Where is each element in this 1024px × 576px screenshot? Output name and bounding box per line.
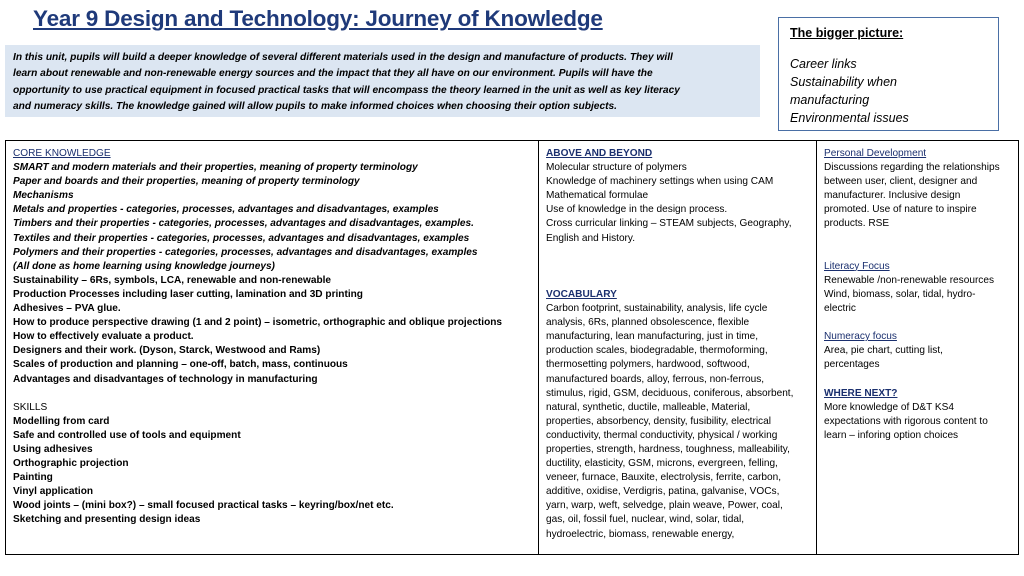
numeracy-line: Area, pie chart, cutting list, (824, 345, 943, 357)
skill-item: Orthographic projection (13, 458, 129, 470)
core-italic-line: Polymers and their properties - categories, processes, advantages and disadvantages, examples (13, 246, 478, 258)
core-bold-line: Adhesives – PVA glue. (13, 303, 121, 315)
core-italic-line: Mechanisms (13, 190, 74, 202)
core-italic-line: Metals and properties - categories, processes, advantages and disadvantages, examples (13, 204, 439, 216)
above-line: Use of knowledge in the design process. (546, 204, 728, 216)
vocab-line: veneer, furnace, Bauxite, electrolysis, ferrite, carbon, (546, 472, 782, 484)
where-next-line: learn – inforing option choices (824, 429, 959, 441)
core-bold-line: Sustainability – 6Rs, symbols, LCA, renewable and non-renewable (13, 274, 332, 286)
vocab-line: manufacturing, lean manufacturing, just in time, (546, 331, 759, 343)
skill-item: Modelling from card (13, 415, 110, 427)
numeracy-focus-heading: Numeracy focus (824, 331, 897, 343)
above-and-beyond-column (539, 141, 817, 554)
vocab-line: conductivity, thermal conductivity, physical / working (546, 429, 778, 441)
above-and-beyond-heading: ABOVE AND BEYOND (546, 148, 653, 159)
intro-line: opportunity to use practical equipment in focused practical tasks that will encompass the theory learned in the unit as well as key literacy (13, 84, 680, 96)
personal-line: promoted. Use of nature to inspire (824, 204, 977, 216)
core-italic-line: Paper and boards and their properties, meaning of property terminology (13, 176, 360, 188)
core-italic-line: Timbers and their properties - categories, processes, advantages and disadvantages, examples. (13, 218, 474, 230)
vocab-line: properties, strength, hardness, toughness, malleability, (546, 443, 790, 455)
core-bold-line: How to effectively evaluate a product. (13, 331, 194, 343)
vocab-line: additive, oxidise, Verdigris, patina, galvanise, VOCs, (546, 486, 780, 498)
personal-development-heading: Personal Development (824, 148, 927, 159)
intro-line: and numeracy skills. The knowledge gained will allow pupils to make informed choices when choosing their option subjects. (13, 100, 618, 112)
intro-line: In this unit, pupils will build a deeper knowledge of several different materials used in the design and manufacture of products. They will (13, 52, 673, 63)
personal-line: between user, client, designer and (824, 176, 978, 188)
vocab-line: thermosetting polymers, hardwood, softwood, (546, 359, 750, 371)
bigger-picture-box (778, 17, 999, 131)
where-next-line: More knowledge of D&T KS4 (824, 401, 954, 413)
bigger-picture-item: manufacturing (790, 93, 870, 107)
bigger-picture-item: Career links (790, 57, 857, 71)
core-bold-line: Scales of production and planning – one-off, batch, mass, continuous (13, 359, 348, 371)
skill-item: Safe and controlled use of tools and equipment (13, 429, 241, 441)
intro-box (5, 45, 760, 117)
core-italic-line: Textiles and their properties - categories, processes, advantages and disadvantages, examples (13, 232, 470, 244)
vocabulary-heading: VOCABULARY (546, 288, 617, 300)
vocab-line: manufactured boards, alloy, ferrous, non-ferrous, (546, 373, 765, 385)
vocab-line: properties, absorbency, density, fusibility, electrical (546, 415, 771, 427)
above-line: Knowledge of machinery settings when using CAM (546, 176, 774, 188)
skill-item: Painting (13, 472, 53, 484)
page-title: Year 9 Design and Technology: Journey of Knowledge (33, 6, 603, 31)
literacy-line: electric (824, 303, 856, 315)
vocab-line: stimulus, rigid, GSM, deciduous, coniferous, absorbent, (546, 387, 794, 399)
skills-heading: SKILLS (13, 401, 48, 413)
literacy-line: Renewable /non-renewable resources (824, 274, 995, 286)
core-knowledge-column (6, 141, 539, 554)
core-italic-line: SMART and modern materials and their properties, meaning of property terminology (13, 162, 418, 174)
literacy-line: Wind, biomass, solar, tidal, hydro- (824, 288, 976, 300)
skill-item: Using adhesives (13, 443, 93, 455)
bigger-picture-item: Sustainability when (790, 75, 898, 89)
bigger-picture-title: The bigger picture: (790, 26, 904, 40)
literacy-focus-heading: Literacy Focus (824, 260, 890, 272)
vocab-line: natural, synthetic, ductile, malleable, Material, (546, 401, 751, 413)
above-line: Mathematical formulae (546, 190, 649, 202)
intro-line: learn about renewable and non-renewable energy sources and the impact that they all have on our environment. Pupils will have the (13, 68, 653, 80)
vocab-line: hydroelectric, biomass, renewable energy, (546, 528, 735, 540)
vocab-line: yarn, warp, weft, selvedge, plain weave, Power, coal, (546, 500, 783, 512)
core-italic-line: (All done as home learning using knowledge journeys) (13, 260, 275, 272)
core-bold-line: Advantages and disadvantages of technology in manufacturing (13, 373, 318, 385)
bigger-picture-item: Environmental issues (790, 111, 909, 125)
personal-line: products. RSE (824, 218, 890, 230)
core-bold-line: Designers and their work. (Dyson, Starck, Westwood and Rams) (13, 345, 321, 357)
vocab-line: Carbon footprint, sustainability, analysis, life cycle (546, 303, 768, 315)
skill-item: Sketching and presenting design ideas (13, 514, 201, 526)
core-knowledge-heading: CORE KNOWLEDGE (13, 148, 111, 159)
numeracy-line: percentages (824, 359, 880, 371)
where-next-line: expectations with rigorous content to (824, 415, 988, 427)
above-line: Cross curricular linking – STEAM subjects, Geography, (546, 218, 792, 230)
where-next-heading: WHERE NEXT? (824, 387, 898, 399)
personal-development-column (817, 141, 1018, 554)
vocab-line: analysis, 6Rs, planned obsolescence, flexible (546, 317, 750, 329)
skill-item: Wood joints – (mini box?) – small focused practical tasks – keyring/box/net etc. (13, 500, 394, 512)
vocab-line: ductility, elasticity, GSM, microns, evergreen, felling, (546, 458, 778, 470)
above-line: English and History. (546, 232, 636, 244)
personal-line: manufacturer. Inclusive design (824, 190, 961, 202)
vocab-line: gas, oil, fossil fuel, nuclear, wind, solar, tidal, (546, 514, 745, 526)
above-line: Molecular structure of polymers (546, 162, 687, 174)
vocab-line: production scales, biodegradable, thermoforming, (546, 345, 768, 357)
knowledge-grid (5, 140, 1019, 555)
personal-line: Discussions regarding the relationships (824, 162, 1000, 174)
core-bold-line: How to produce perspective drawing (1 and 2 point) – isometric, orthographic and oblique projections (13, 317, 503, 329)
skill-item: Vinyl application (13, 486, 94, 498)
core-bold-line: Production Processes including laser cutting, lamination and 3D printing (13, 288, 363, 300)
